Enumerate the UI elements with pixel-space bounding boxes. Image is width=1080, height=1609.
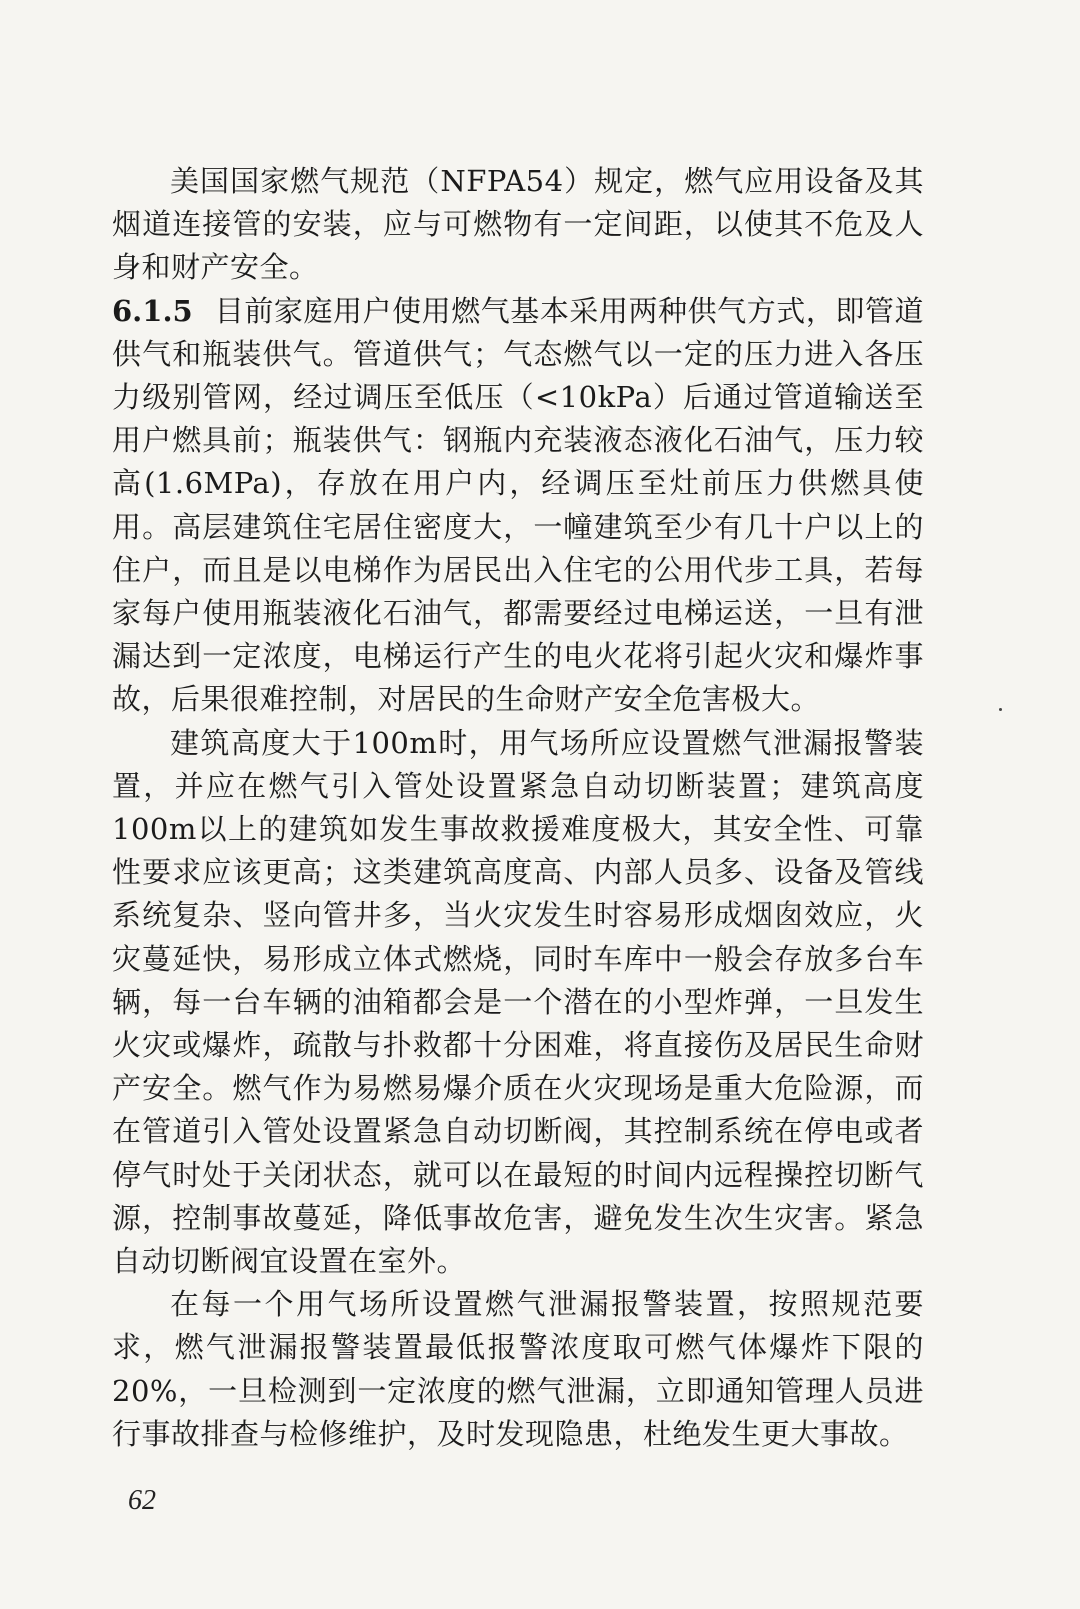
paragraph-nfpa: 美国国家燃气规范（NFPA54）规定，燃气应用设备及其烟道连接管的安装，应与可燃物有一定间距，以使其不危及人身和财产安全。 bbox=[112, 164, 924, 285]
paragraph-alarm: 在每一个用气场所设置燃气泄漏报警装置，按照规范要求，燃气泄漏报警装置最低报警浓度取可燃气体爆炸下限的20%，一旦检测到一定浓度的燃气泄漏，立即通知管理人员进行事故排查与检修维护，及时发现隐患，杜绝发生更大事故。 bbox=[112, 1287, 924, 1451]
clause-number: 6.1.5 bbox=[112, 293, 193, 328]
page-number: 62 bbox=[128, 1485, 156, 1516]
paragraph-high-rise: 建筑高度大于100m时，用气场所应设置燃气泄漏报警装置，并应在燃气引入管处设置紧急自动切断装置；建筑高度100m以上的建筑如发生事故救援难度极大，其安全性、可靠性要求应该更高；这类建筑高度高、内部人员多、设备及管线系统复杂、竖向管井多，当火灾发生时容易形成烟囱效应，火灾蔓延快，易形成立体式燃烧，同时车库中一般会存放多台车辆，每一台车辆的油箱都会是一个潜在的小型炸弹，一旦发生火灾或爆炸，疏散与扑救都十分困难，将直接伤及居民生命财产安全。燃气作为易燃易爆介质在火灾现场是重大危险源，而在管道引入管处设置紧急自动切断阀，其控制系统在停电或者停气时处于关闭状态，就可以在最短的时间内远程操控切断气源，控制事故蔓延，降低事故危害，避免发生次生灾害。紧急自动切断阀宜设置在室外。 bbox=[112, 725, 924, 1279]
clause-6-1-5 bbox=[112, 290, 924, 722]
scan-speck bbox=[999, 708, 1002, 711]
clause-text: 目前家庭用户使用燃气基本采用两种供气方式，即管道供气和瓶装供气。管道供气；气态燃气以一定的压力进入各压力级别管网，经过调压至低压（<10kPa）后通过管道输送至用户燃具前；瓶装供气：钢瓶内充装液态液化石油气，压力较高(1.6MPa)，存放在用户内，经调压至灶前压力供燃具使用。高层建筑住宅居住密度大，一幢建筑至少有几十户以上的住户，而且是以电梯作为居民出入住宅的公用代步工具，若每家每户使用瓶装液化石油气，都需要经过电梯运送，一旦有泄漏达到一定浓度，电梯运行产生的电火花将引起火灾和爆炸事故，后果很难控制，对居民的生命财产安全危害极大。 bbox=[112, 293, 924, 717]
page-body bbox=[112, 160, 924, 1456]
